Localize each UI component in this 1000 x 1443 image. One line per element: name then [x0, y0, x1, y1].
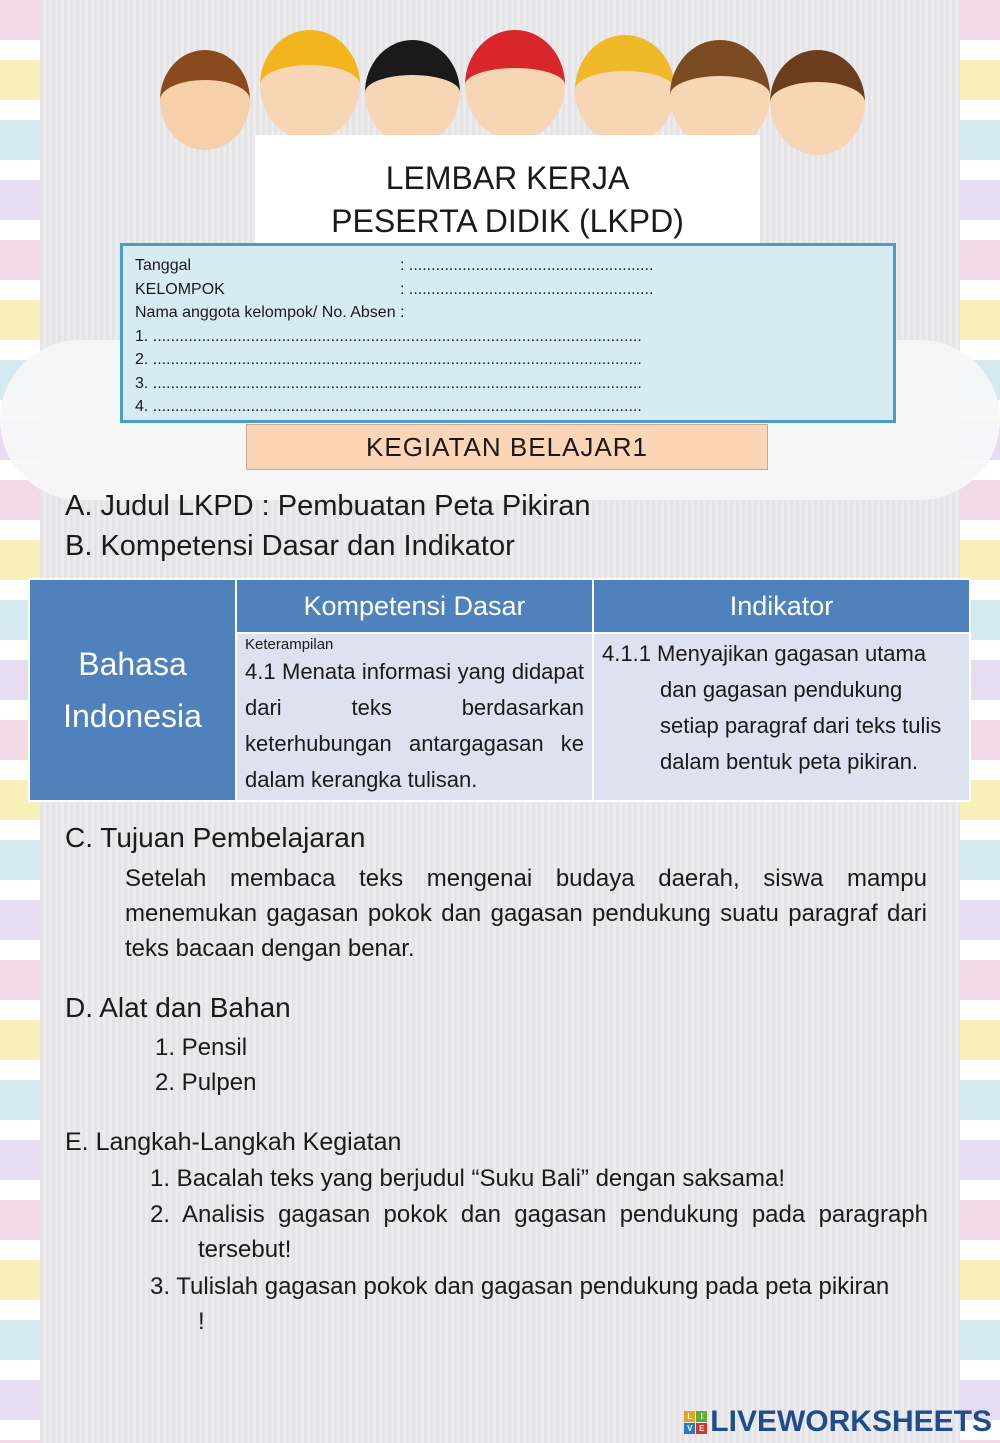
material-item: 1. Pensil	[155, 1034, 248, 1061]
member-field-4[interactable]: 4. ..............................................................................................................	[135, 398, 642, 415]
logo-text: LIVEWORKSHEETS	[710, 1405, 992, 1438]
section-c-text: Setelah membaca teks mengenai budaya daerah, siswa mampu menemukan gagasan pokok dan gagasan pendukung suatu paragraf dari teks bacaan dengan benar.	[125, 865, 927, 962]
badge-letter: L	[684, 1411, 695, 1422]
title-line-1: LEMBAR KERJA	[385, 160, 630, 196]
competency-table	[28, 578, 971, 802]
section-c-title: C. Tujuan Pembelajaran	[65, 822, 366, 853]
section-a-title: A. Judul LKPD : Pembuatan Peta Pikiran	[65, 490, 591, 522]
identity-box	[120, 243, 896, 423]
tanggal-field[interactable]: : .......................................................	[400, 257, 654, 274]
kelompok-label: KELOMPOK	[135, 280, 225, 298]
section-b-title: B. Kompetensi Dasar dan Indikator	[65, 530, 515, 562]
step-item: 1. Bacalah teks yang berjudul “Suku Bali” dengan saksama!	[150, 1165, 786, 1192]
step-item: 3. Tulislah gagasan pokok dan gagasan pendukung pada peta pikiran !	[150, 1273, 890, 1335]
badge-letter: E	[696, 1423, 707, 1434]
subject-cell: Bahasa Indonesia	[29, 579, 236, 801]
material-item: 2. Pulpen	[155, 1069, 257, 1096]
kd-text: 4.1 Menata informasi yang didapat dari teks berdasarkan keterhubungan antargagasan ke dalam kerangka tulisan.	[245, 659, 584, 792]
section-e-title: E. Langkah-Langkah Kegiatan	[65, 1128, 402, 1156]
member-field-1[interactable]: 1. ..............................................................................................................	[135, 327, 642, 345]
kd-category: Keterampilan	[245, 636, 334, 653]
kd-cell	[236, 633, 593, 801]
indikator-text: 4.1.1 Menyajikan gagasan utama dan gagasan pendukung setiap paragraf dari teks tulis dalam bentuk peta pikiran.	[593, 633, 970, 801]
title-line-2: PESERTA DIDIK (LKPD)	[331, 203, 684, 239]
step-item: 2. Analisis gagasan pokok dan gagasan pendukung pada paragraph tersebut!	[150, 1201, 928, 1263]
nama-label: Nama anggota kelompok/ No. Absen :	[135, 304, 405, 321]
member-field-3[interactable]: 3. ..............................................................................................................	[135, 374, 642, 392]
worksheet-title	[255, 135, 760, 243]
member-field-2[interactable]: 2. ..............................................................................................................	[135, 351, 642, 368]
kelompok-field[interactable]: : .......................................................	[400, 280, 654, 298]
badge-letter: V	[684, 1423, 695, 1434]
activity-banner: KEGIATAN BELAJAR1	[246, 424, 768, 470]
header-indikator: Indikator	[593, 579, 970, 633]
logo-badge-icon	[684, 1411, 707, 1434]
badge-letter: I	[696, 1411, 707, 1422]
liveworksheets-logo[interactable]	[684, 1405, 992, 1439]
tanggal-label: Tanggal	[135, 257, 192, 274]
section-d-title: D. Alat dan Bahan	[65, 992, 291, 1023]
header-kompetensi-dasar: Kompetensi Dasar	[236, 579, 593, 633]
